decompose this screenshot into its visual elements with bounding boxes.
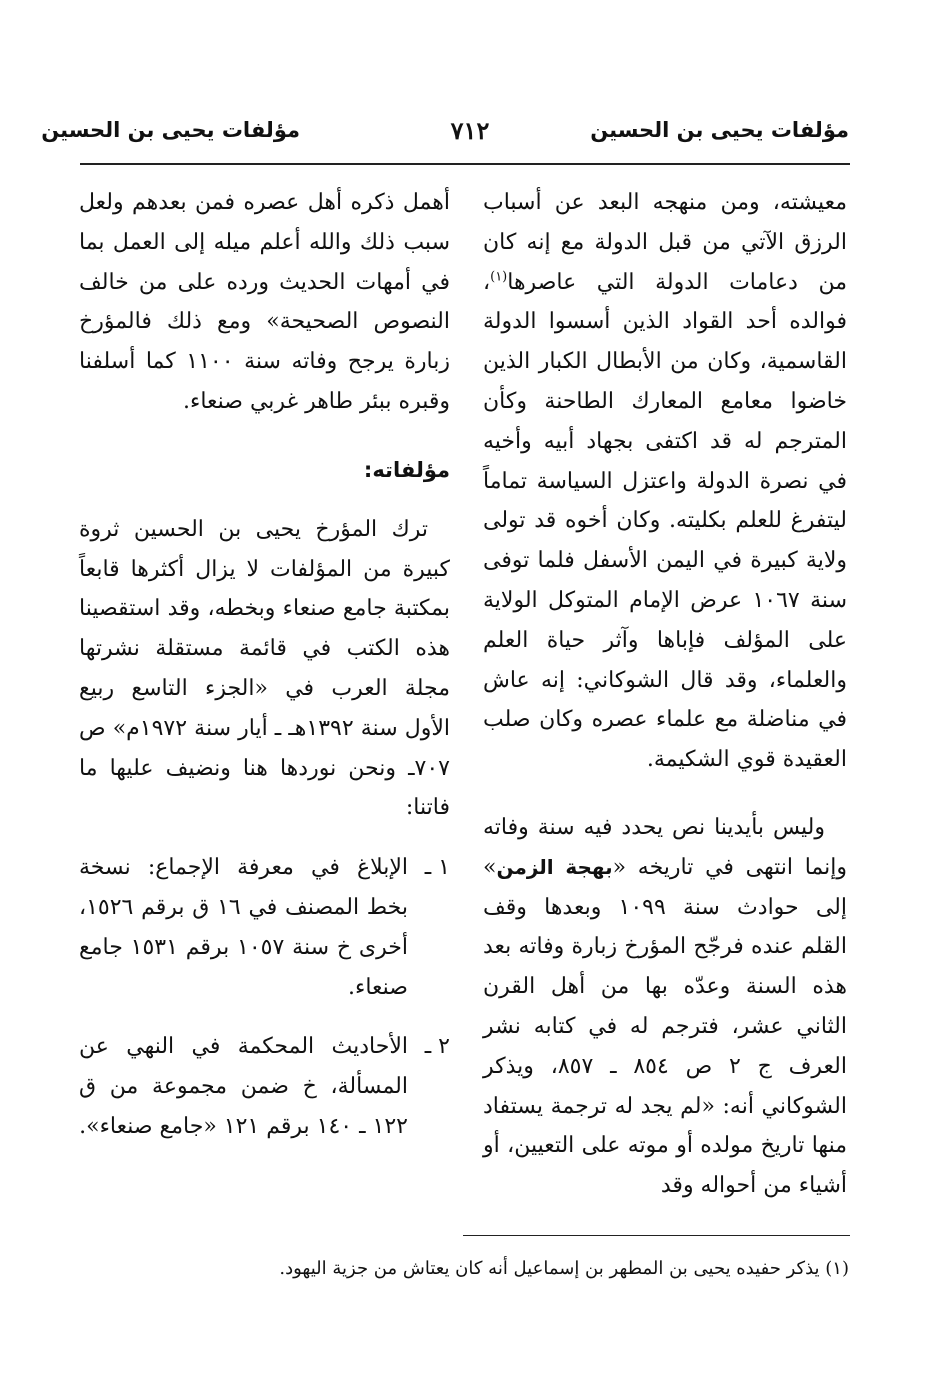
paragraph-death-date: [483, 808, 847, 1206]
paragraph-quote-end: أهمل ذكره أهل عصره فمن بعدهم ولعل سبب ذلك والله أعلم ميله إلى العمل بما في أمهات الحديث ورده على من خالف النصوص الصحيحة» ومع ذلك فالمؤرخ زبارة يرجح وفاته سنة ١١٠٠ كما أسلفنا وقبره ببئر طاهر غربي صنعاء.: [79, 190, 450, 414]
footnote-mark: (١): [825, 1258, 849, 1279]
page-number: ٧١٢: [450, 116, 490, 145]
paragraph-biography: [483, 183, 847, 780]
paragraph-text: » إلى حوادث سنة ١٠٩٩ وبعدها وقف القلم عنده فرجّح المؤرخ زبارة وفاته بعد هذه السنة وعدّه بها من أهل القرن الثاني عشر، فترجم له في كتابه نشر العرف ج ٢ ص ٨٥٤ ـ ٨٥٧، ويذكر الشوكاني أنه: «لم يجد له ترجمة يستفاد منها تاريخ مولده أو موته على التعيين، أو أشياء من أحواله وقد: [483, 854, 847, 1199]
paragraph-text: معيشته، ومن منهجه البعد عن أسباب الرزق الآتي من قبل الدولة مع إنه كان من دعامات الدولة التي عاصرها: [483, 190, 847, 295]
list-item: [79, 848, 450, 1007]
left-column: [79, 183, 450, 1147]
running-title-right: مؤلفات يحيى بن الحسين: [590, 118, 849, 142]
right-column: [483, 183, 847, 1206]
list-item-number: ٢ ـ: [424, 1034, 450, 1060]
running-title-left: مؤلفات يحيى بن الحسين: [41, 118, 300, 142]
footnote-reference: (١): [490, 269, 508, 285]
list-item: [79, 1027, 450, 1146]
footnote-text: يذكر حفيده يحيى بن المطهر بن إسماعيل أنه كان يعتاش من جزية اليهود.: [279, 1258, 820, 1279]
paragraph-text: ، فوالده أحد القواد الذين أسسوا الدولة القاسمية، وكان من الأبطال الكبار الذين خاضوا معامع المعارك الطاحنة وكأن المترجم له قد اكتفى بجهاد أبيه وأخيه في نصرة الدولة واعتزل السياسة تماماً ليتفرغ للعلم بكليته. وكان أخوه قد تولى ولاية كبيرة في اليمن الأسفل فلما توفى سنة ١٠٦٧ عرض الإمام المتوكل الولاية على المؤلف فإباها وآثر حياة العلم والعلماء، وقد قال الشوكاني: إنه عاش في مناضلة مع علماء عصره وكان صلب العقيدة قوي الشكيمة.: [483, 269, 847, 773]
footnote: [129, 1256, 849, 1282]
list-item-number: ١ ـ: [424, 855, 450, 881]
list-item-text: الإبلاغ في معرفة الإجماع: نسخة بخط المصنف في ١٦ ق برقم ١٥٢٦، أخرى خ سنة ١٠٥٧ برقم ١٥٣١ جامع صنعاء.: [79, 855, 409, 1000]
list-item-text: الأحاديث المحكمة في النهي عن المسألة، خ ضمن مجموعة من ق ١٢٢ ـ ١٤٠ برقم ١٢١ «جامع صنعاء».: [79, 1034, 408, 1139]
paragraph-works-intro: ترك المؤرخ يحيى بن الحسين ثروة كبيرة من المؤلفات لا يزال أكثرها قابعاً بمكتبة جامع صنعاء وبخطه، وقد استقصينا هذه الكتب في قائمة مستقلة نشرتها مجلة العرب في «الجزء التاسع ربيع الأول سنة ١٣٩٢هـ ـ أيار سنة ١٩٧٢م» ص ٧٠٧ـ ونحن نوردها هنا ونضيف عليها ما فاتنا:: [79, 516, 450, 821]
book-title-bold: بهجة الزمن: [496, 854, 613, 879]
footnote-divider: [463, 1235, 850, 1236]
header-divider: [80, 163, 850, 165]
section-heading: مؤلفاته:: [363, 457, 450, 482]
paragraph-text: وليس بأيدينا نص يحدد فيه سنة وفاته وإنما انتهى في تاريخه «: [483, 814, 847, 880]
